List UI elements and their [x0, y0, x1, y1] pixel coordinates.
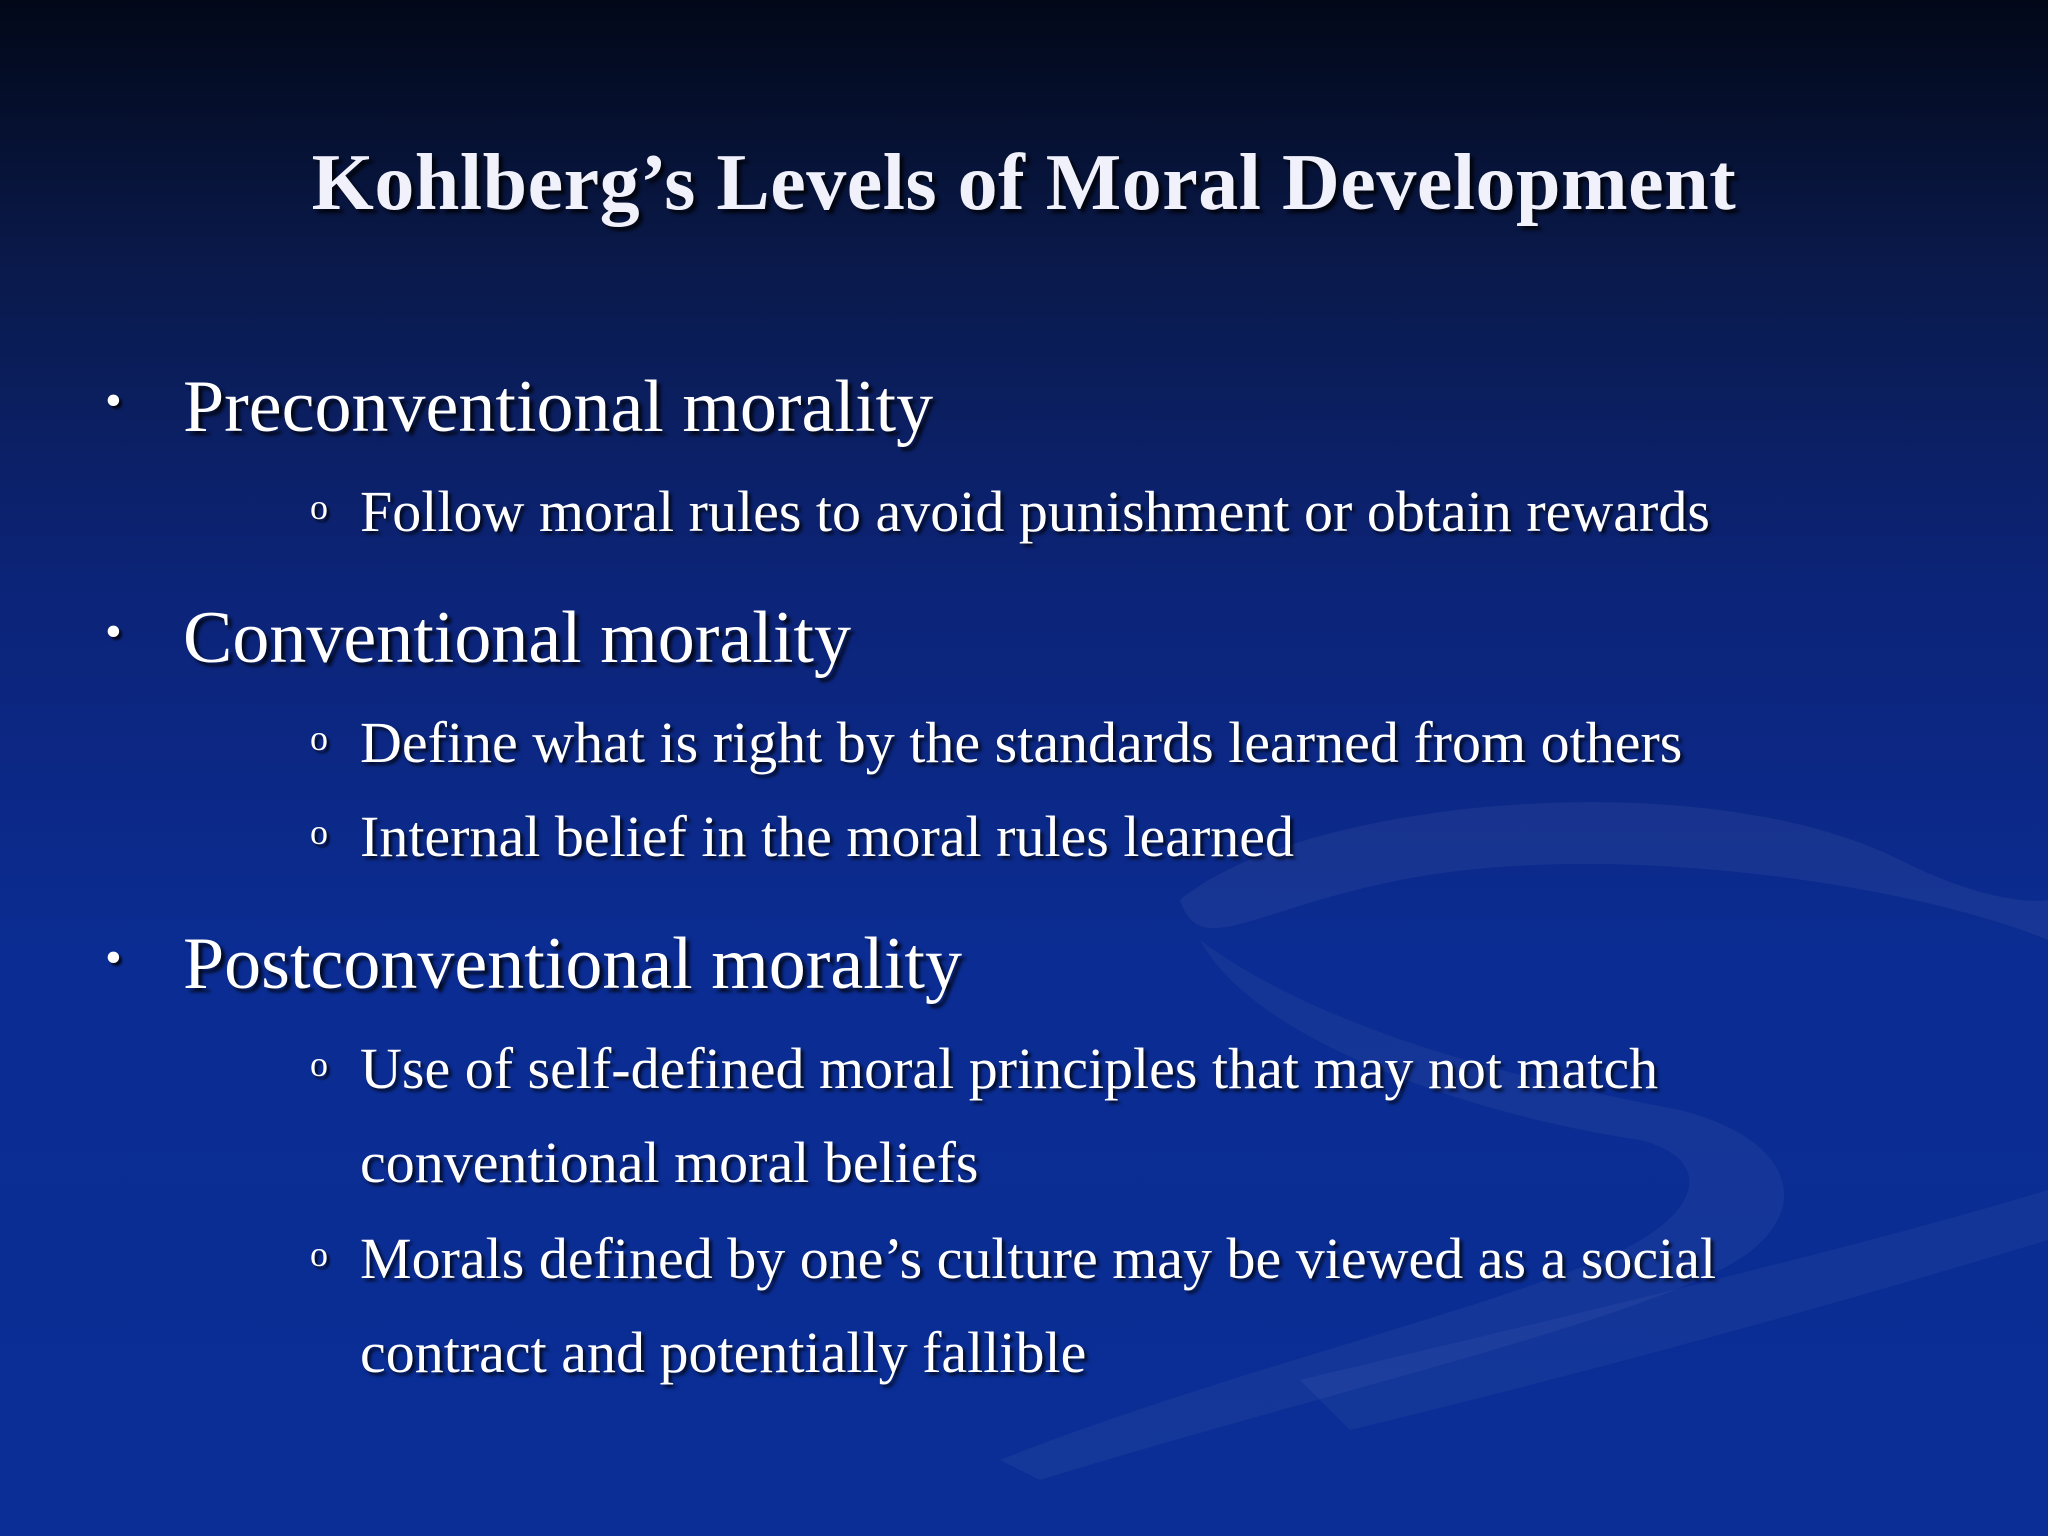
bullet-item-conventional	[0, 596, 2048, 696]
bullet-label: Preconventional morality	[183, 366, 934, 448]
bullet-label: Postconventional morality	[183, 923, 962, 1005]
sub-bullet-circle-icon: o	[310, 1044, 328, 1084]
bullet-dot-icon: •	[105, 374, 122, 427]
sub-bullet-item	[0, 1225, 2048, 1405]
sub-bullet-text: Define what is right by the standards learned from others	[360, 710, 1683, 775]
sub-bullet-text-continuation: contract and potentially fallible	[360, 1320, 1087, 1385]
sub-bullet-circle-icon: o	[310, 718, 328, 758]
bullet-item-preconventional	[0, 365, 2048, 465]
slide-title: Kohlberg’s Levels of Moral Development	[311, 139, 1737, 227]
sub-bullet-circle-icon: o	[310, 1234, 328, 1274]
sub-bullet-text: Follow moral rules to avoid punishment or obtain rewards	[360, 479, 1710, 544]
bullet-item-postconventional	[0, 922, 2048, 1022]
sub-bullet-item	[0, 478, 2048, 558]
sub-bullet-circle-icon: o	[310, 812, 328, 852]
sub-bullet-text: Use of self-defined moral principles that may not match	[360, 1036, 1659, 1101]
sub-bullet-item	[0, 1035, 2048, 1215]
bullet-label: Conventional morality	[183, 597, 851, 679]
sub-bullet-text-continuation: conventional moral beliefs	[360, 1130, 979, 1195]
sub-bullet-text: Morals defined by one’s culture may be viewed as a social	[360, 1226, 1717, 1291]
bullet-dot-icon: •	[105, 931, 122, 984]
bullet-dot-icon: •	[105, 605, 122, 658]
sub-bullet-text: Internal belief in the moral rules learned	[360, 804, 1295, 869]
sub-bullet-item	[0, 709, 2048, 789]
sub-bullet-circle-icon: o	[310, 487, 328, 527]
sub-bullet-item	[0, 803, 2048, 883]
